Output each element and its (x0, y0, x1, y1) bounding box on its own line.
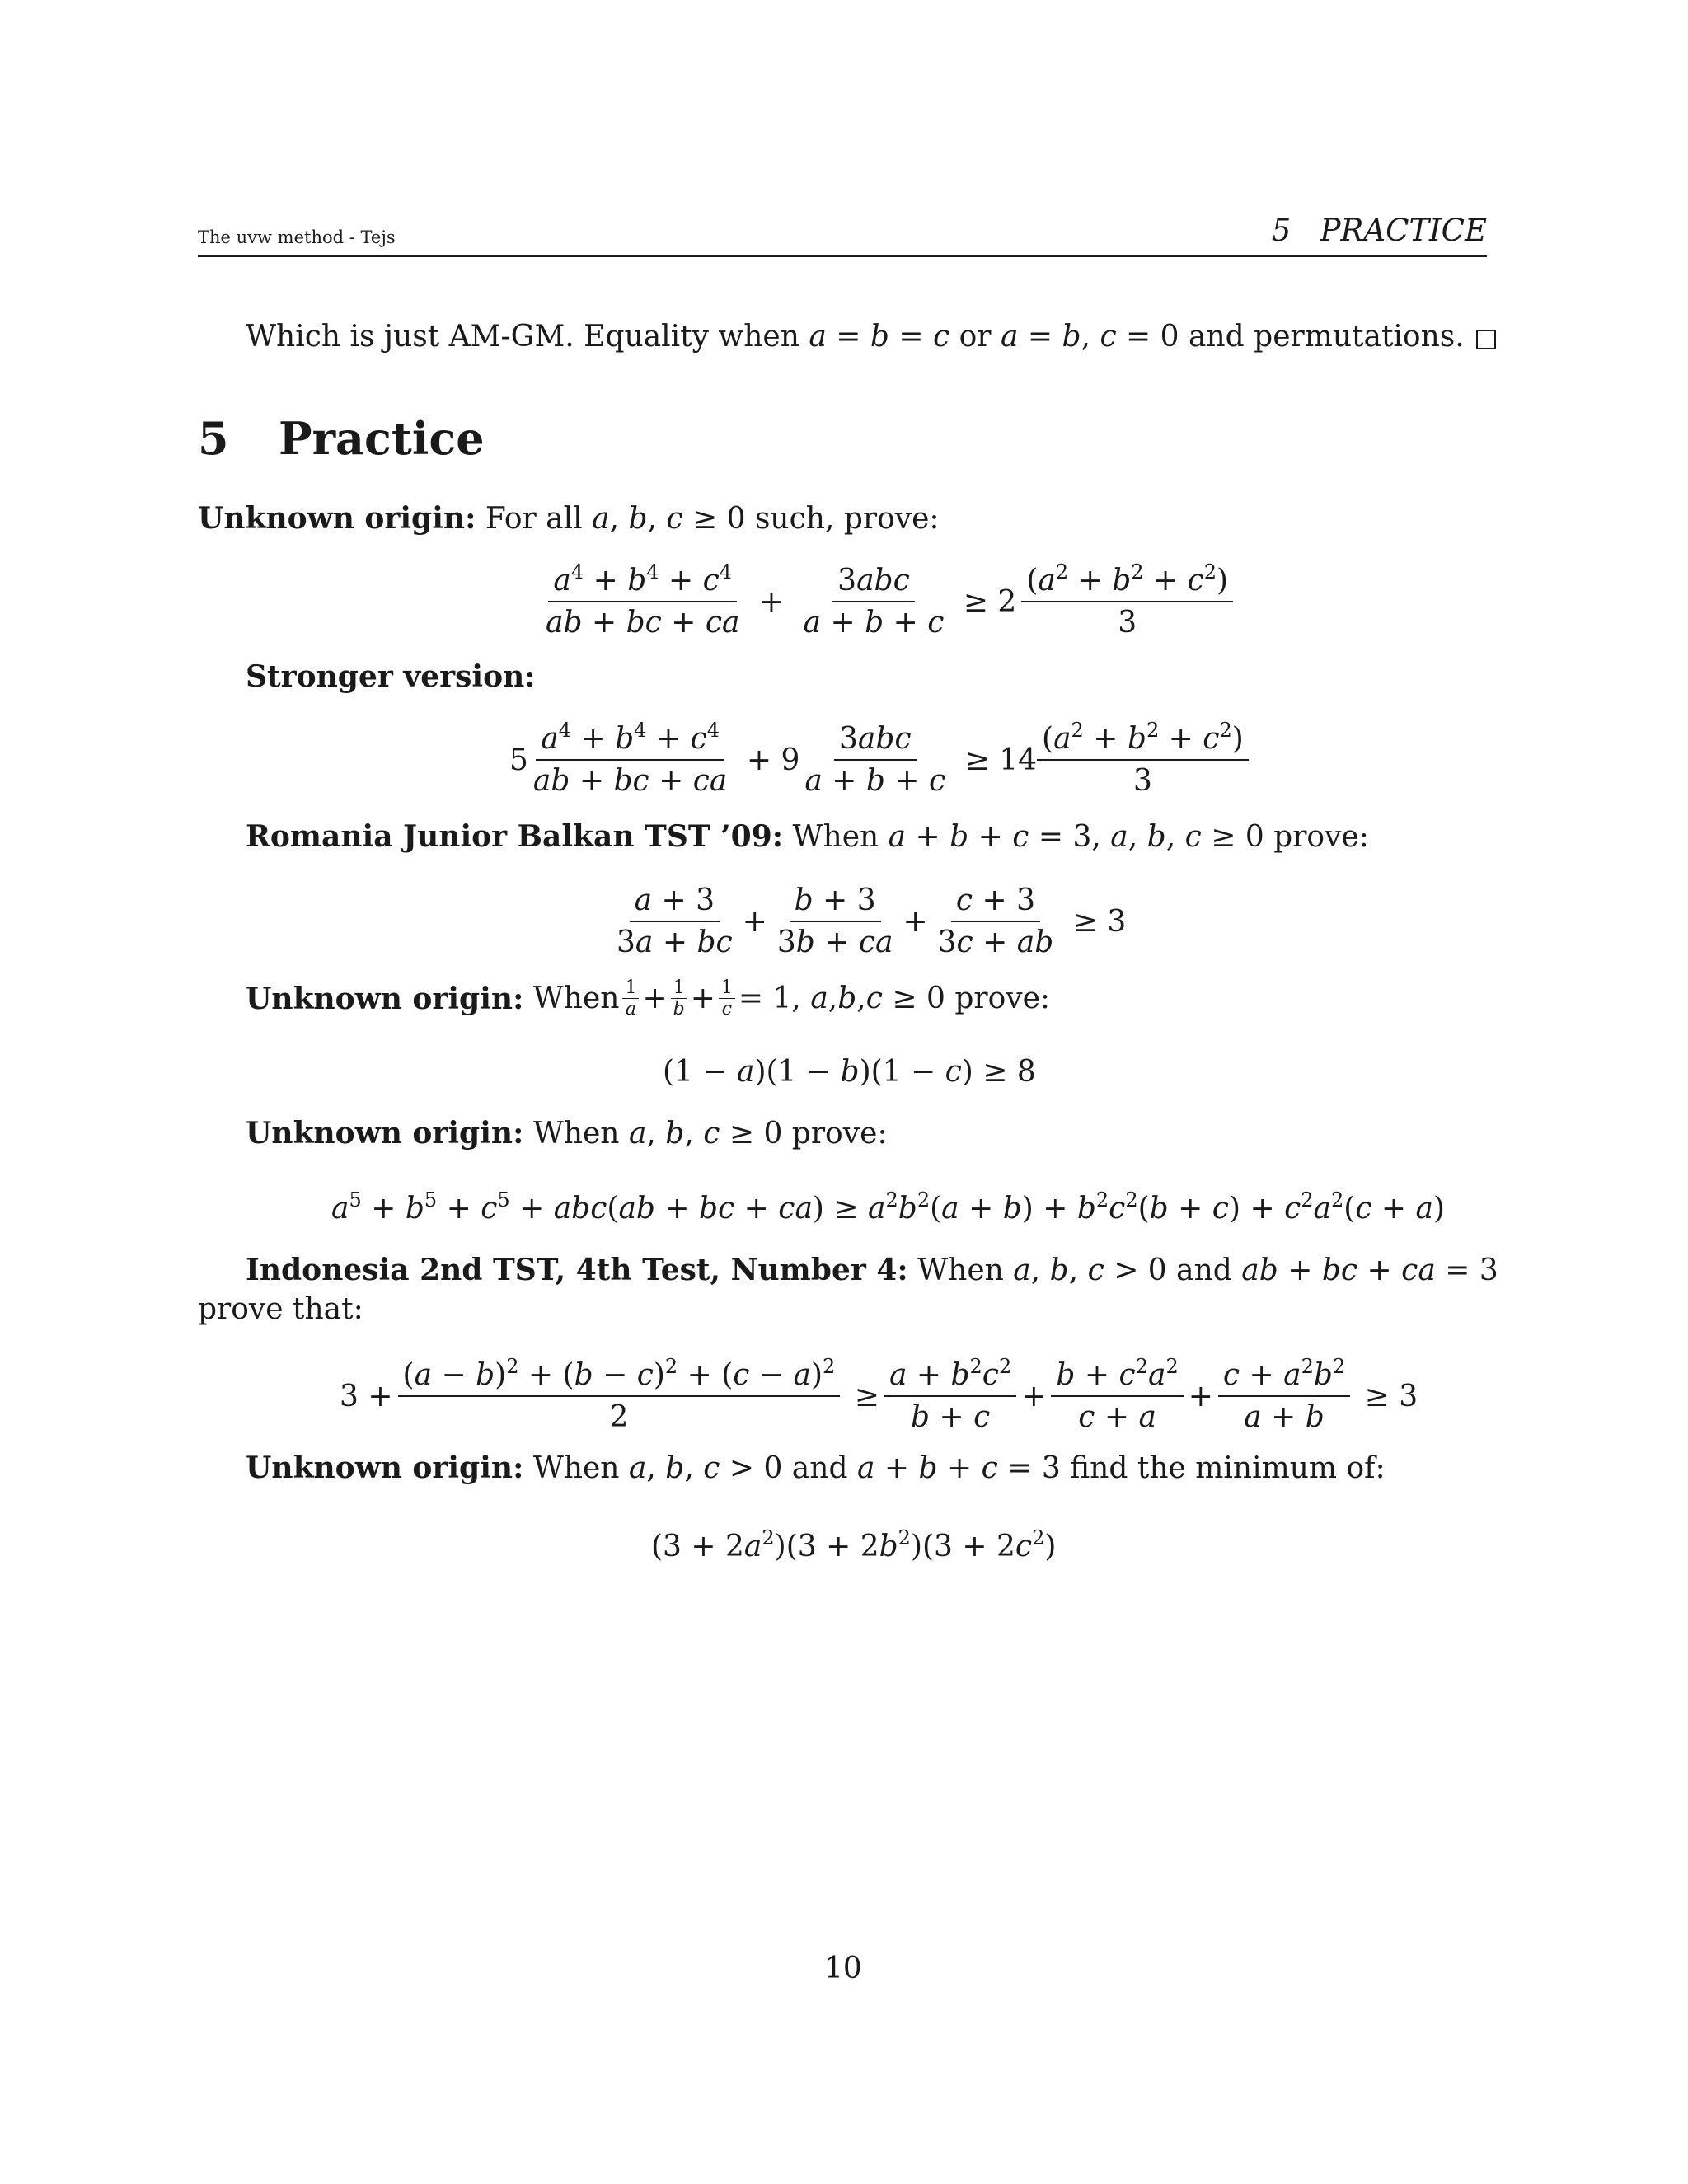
problem-label: Unknown origin: (198, 501, 476, 536)
equation-5: $a^5 + b^5 + c^5 + abc(ab$ + bc + $ca) \ge a^2b^2(a + b) + b^2c^2(b + c) + c^2a^2(c + a)$ (331, 1188, 1446, 1226)
section-title: Practice (279, 412, 485, 465)
problem-statement: When a, b, c > 0 and a + b + c = 3 find the minimum of: (532, 1451, 1386, 1485)
running-header-right: 5 PRACTICE (1271, 213, 1487, 248)
problem-label: Unknown origin: (246, 981, 524, 1016)
equation-1: $\frac{a^4 + b^4 + c^4}{ab + bc + ca}$ + $\frac{\text{3abc}}{a + b + c}$ ≥ 2 $\frac{(a^2 + b^2 + c^2)}{3}$ (536, 564, 1238, 640)
problem-7 (246, 1451, 1386, 1485)
problem-4 (246, 977, 1050, 1019)
problem-label: Unknown origin: (246, 1116, 524, 1151)
intro-text: Which is just AM-GM. Equality when a = b = c or a = b, c = 0 and permutations. (246, 320, 1465, 354)
problem-6 (246, 1253, 1498, 1287)
problem-5 (246, 1116, 888, 1151)
problem-3 (246, 819, 1369, 854)
qed-box-icon (1476, 330, 1496, 349)
problem-label: Romania Junior Balkan TST ’09: (246, 819, 784, 854)
problem-label: Unknown origin: (246, 1451, 524, 1485)
problem-statement: When a + b + c = 3, a, b, c ≥ 0 prove: (792, 820, 1369, 854)
equation-3: $\frac{a + 3}{3a + bc}$ + $\frac{b + 3}{3b + ca}$ + $\frac{c + 3}{3c + ab}$ ≥ 3 (617, 883, 1127, 959)
equation-7: $(3 + 2a^2)(3 + 2b^2)(3 + 2c^2)$ (651, 1526, 1057, 1563)
header-rule (198, 255, 1487, 257)
running-header-left: The uvw method - Tejs (198, 227, 396, 247)
problem-label: Indonesia 2nd TST, 4th Test, Number 4: (246, 1253, 908, 1287)
section-heading (198, 412, 485, 465)
equation-2: 5 $\frac{a^4 + b^4 + c^4}{ab + bc + ca}$ + 9 $\frac{\text{3abc}}{a + b + c}$ ≥ 14 $\frac{(a^2 + b^2 + c^2)}{3}$ (509, 722, 1254, 798)
problem-statement: For all a, b, c ≥ 0 such, prove: (485, 502, 940, 536)
page-number: 10 (824, 1952, 862, 1985)
equation-4: (1 − a)(1 − b)(1 − c) ≥ 8 (663, 1055, 1036, 1089)
problem-statement: When a, b, c ≥ 0 prove: (532, 1117, 888, 1151)
problem-6-continuation: prove that: (198, 1292, 363, 1326)
intro-paragraph (246, 320, 1496, 354)
problem-statement: When $\frac{1}{a}$ + $\frac{1}{b}$ + $\frac{1}{c}$ = 1, a , b , c ≥ 0 prove: (523, 977, 1051, 1019)
problem-statement: When a, b, c > 0 and ab + bc + ca = 3 (917, 1254, 1498, 1287)
problem-1 (198, 501, 940, 536)
section-number: 5 (198, 412, 229, 465)
stronger-version-label: Stronger version: (246, 659, 536, 694)
equation-6: 3 + $\frac{(a - b)^2 + (b - c)^2 + (c - a)^2}{2}$ ≥ $\frac{a + b^2c^2}{b + c}$ + $\frac{b + c^2a^2}{c + a}$ + $\frac{c + a^2b^2}{a + b}$ ≥ 3 (340, 1355, 1418, 1434)
